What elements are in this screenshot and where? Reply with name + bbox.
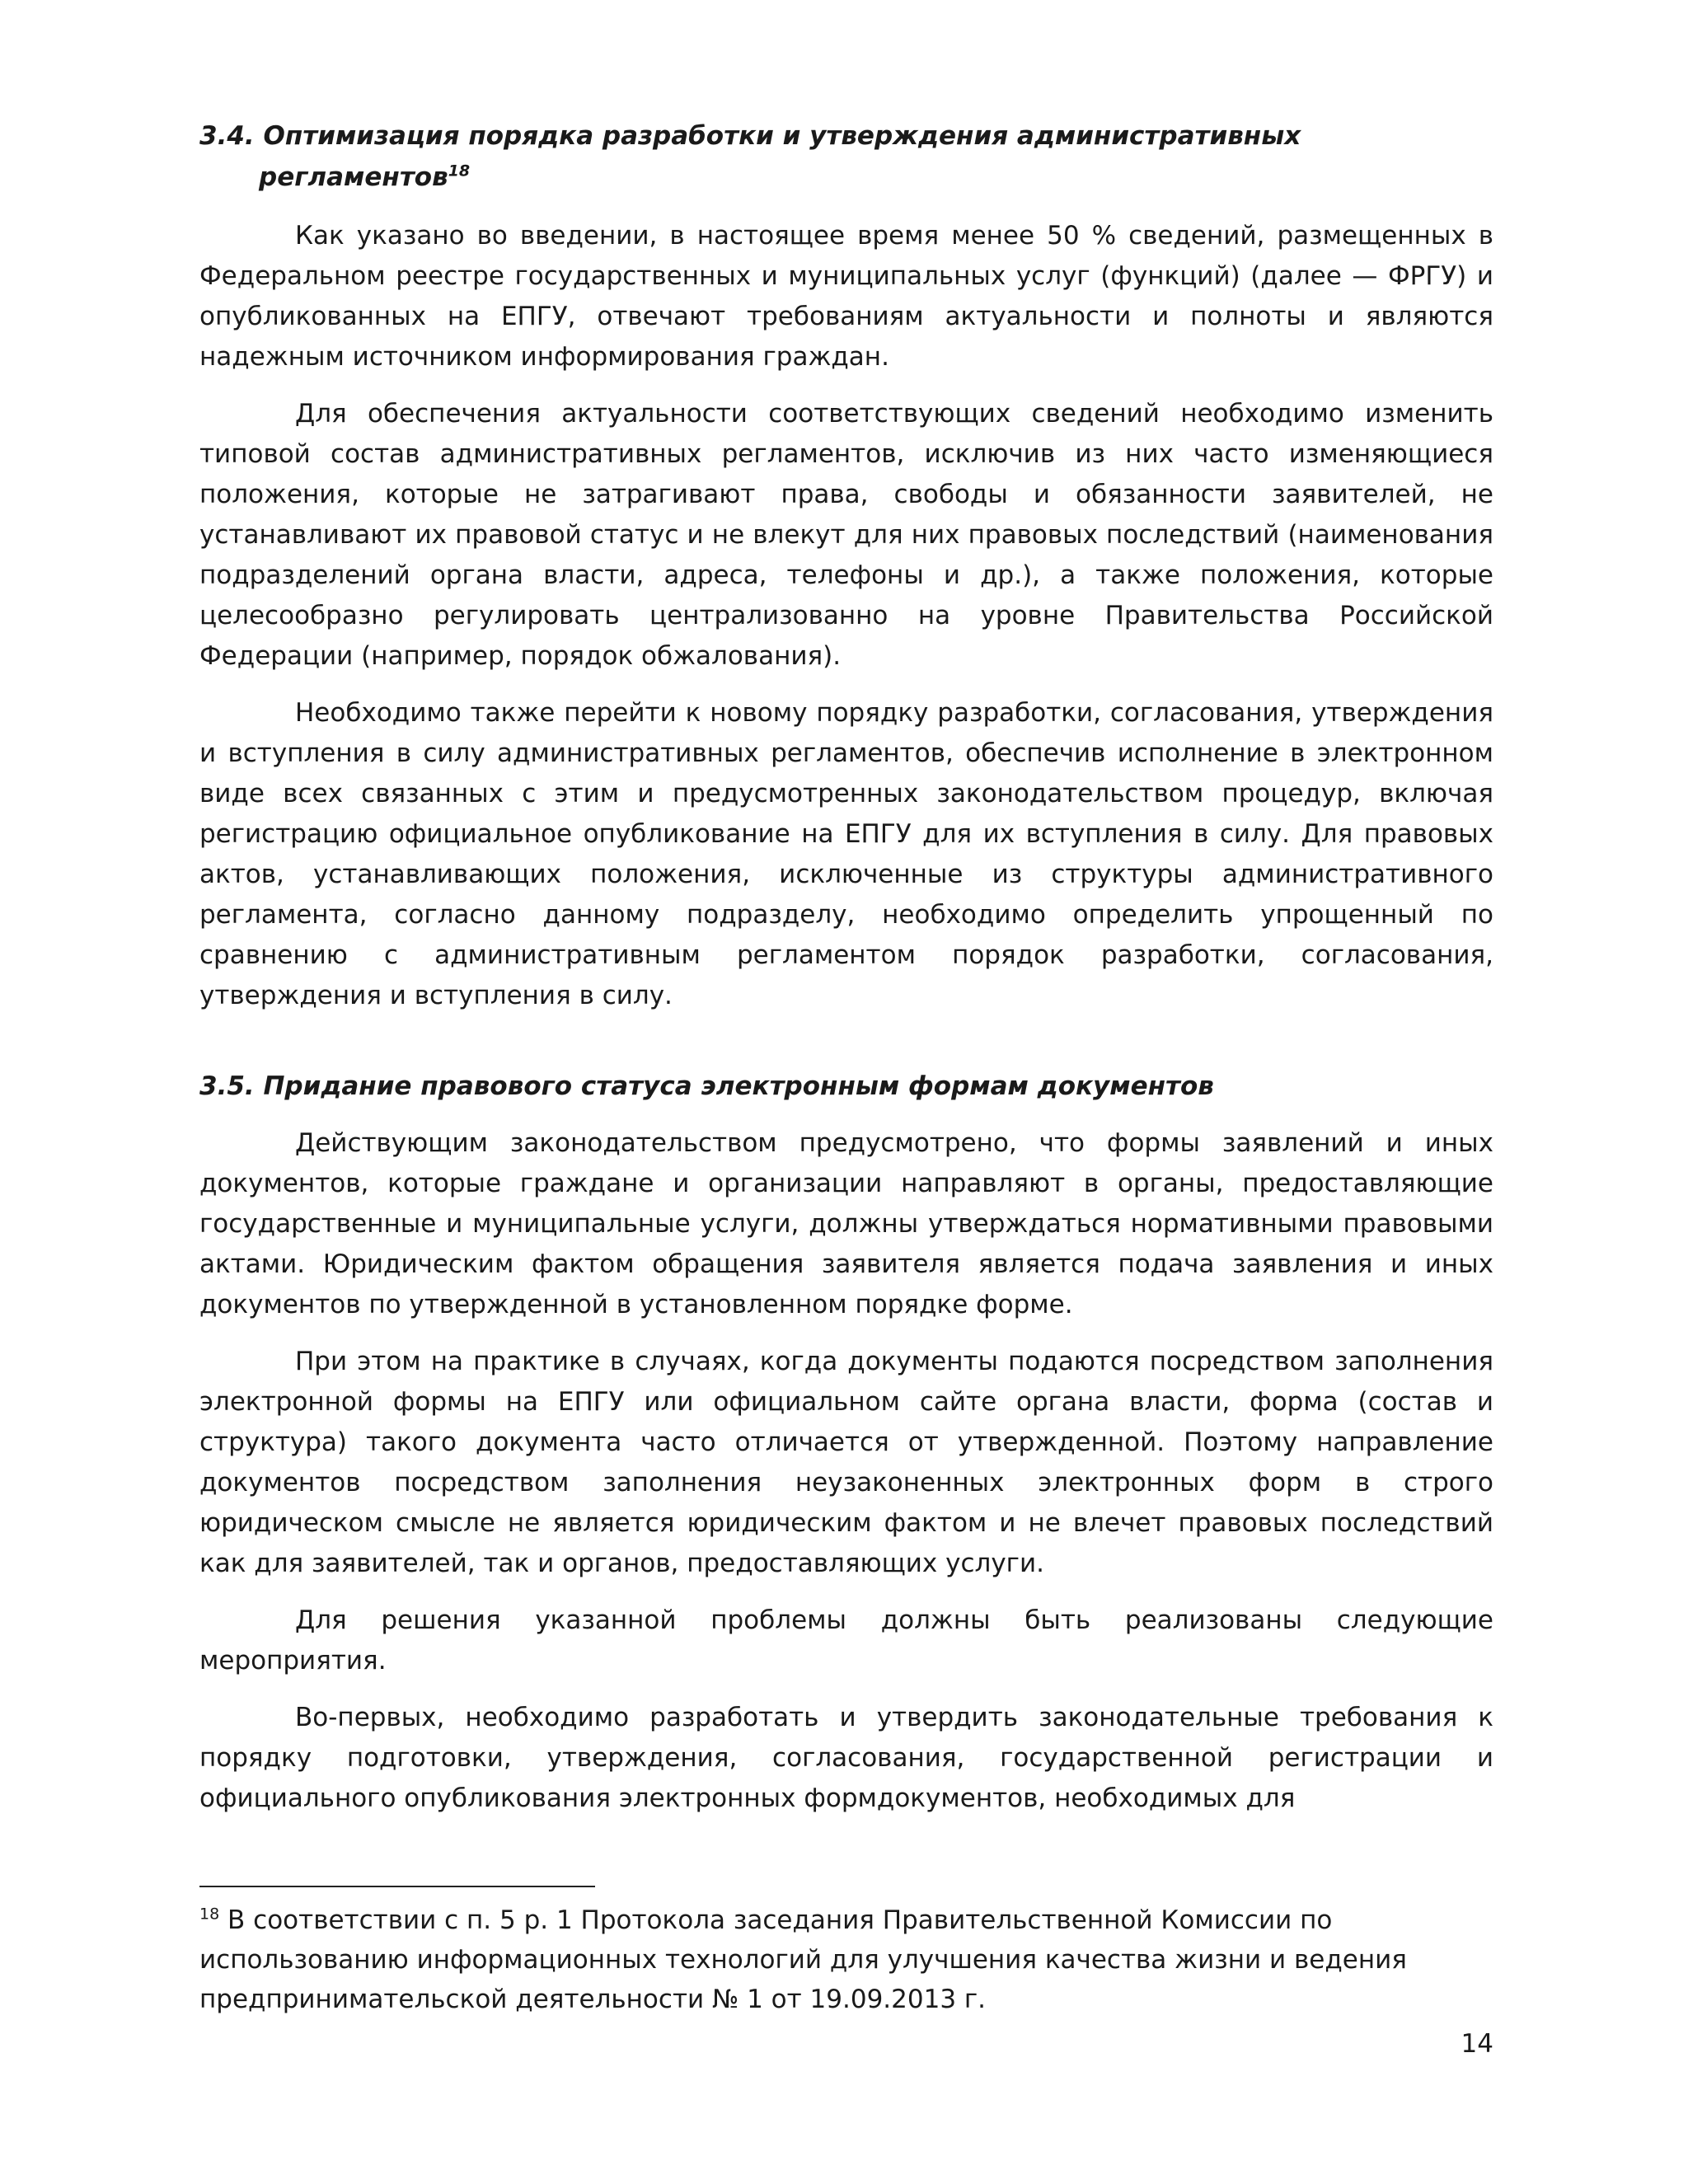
paragraph: Для решения указанной проблемы должны быть реализованы следующие мероприятия. (199, 1605, 1493, 1675)
section-3-5-heading: 3.5. Придание правового статуса электронным формам документов (199, 1071, 1214, 1101)
footnote (199, 1900, 1493, 2019)
section-3-4-heading-line2 (199, 157, 1493, 198)
footnote-number: 18 (199, 1905, 220, 1924)
paragraph: Необходимо также перейти к новому порядку разработки, согласования, утверждения и вступления в силу административных регламентов, обеспечив исполнение в электронном виде всех связанных с этим и предусмотренных законодательством процедур, включая регистрацию официальное опубликование на ЕПГУ для их вступления в силу. Для правовых актов, устанавливающих положения, исключенные из структуры административного регламента, согласно данному подразделу, необходимо определить упрощенный по сравнению с административным регламентом порядок разработки, согласования, утверждения и вступления в силу. (199, 698, 1493, 1010)
paragraph: Как указано во введении, в настоящее время менее 50 % сведений, размещенных в Федеральном реестре государственных и муниципальных услуг (функций) (далее — ФРГУ) и опубликованных на ЕПГУ, отвечают требованиям актуальности и полноты и являются надежным источником информирования граждан. (199, 221, 1493, 372)
paragraph: Во-первых, необходимо разработать и утвердить законодательные требования к порядку подготовки, утверждения, согласования, государственной регистрации и официального опубликования электронных формдокументов, необходимых для (199, 1703, 1493, 1813)
paragraph: При этом на практике в случаях, когда документы подаются посредством заполнения электронной формы на ЕПГУ или официальном сайте органа власти, форма (состав и структура) такого документа часто отличается от утвержденной. Поэтому направление документов посредством заполнения неузаконенных электронных форм в строго юридическом смысле не является юридическим фактом и не влечет правовых последствий как для заявителей, так и органов, предоставляющих услуги. (199, 1347, 1493, 1578)
section-3-4-heading-line1: 3.4. Оптимизация порядка разработки и утверждения административных (199, 121, 1301, 151)
paragraph: Для обеспечения актуальности соответствующих сведений необходимо изменить типовой состав административных регламентов, исключив из них часто изменяющиеся положения, которые не затрагивают права, свободы и обязанности заявителей, не устанавливают их правовой статус и не влекут для них правовых последствий (наименования подразделений органа власти, адреса, телефоны и др.), а также положения, которые целесообразно регулировать централизованно на уровне Правительства Российской Федерации (например, порядок обжалования). (199, 399, 1493, 671)
footnote-separator (199, 1886, 595, 1887)
section-3-4-heading-line2-text: регламентов (259, 162, 448, 192)
page-number: 14 (1461, 2029, 1493, 2059)
footnote-text: В соответствии с п. 5 р. 1 Протокола заседания Правительственной Комиссии по использованию информационных технологий для улучшения качества жизни и ведения предпринимательской деятельности № 1 от 19.09.2013 г. (199, 1905, 1407, 2014)
section-3-4-heading (199, 115, 1493, 198)
footnote-reference[interactable]: 18 (448, 162, 471, 180)
paragraph: Действующим законодательством предусмотрено, что формы заявлений и иных документов, которые граждане и организации направляют в органы, предоставляющие государственные и муниципальные услуги, должны утверждаться нормативными правовыми актами. Юридическим фактом обращения заявителя является подача заявления и иных документов по утвержденной в установленном порядке форме. (199, 1128, 1493, 1319)
page-body (199, 115, 1493, 1819)
